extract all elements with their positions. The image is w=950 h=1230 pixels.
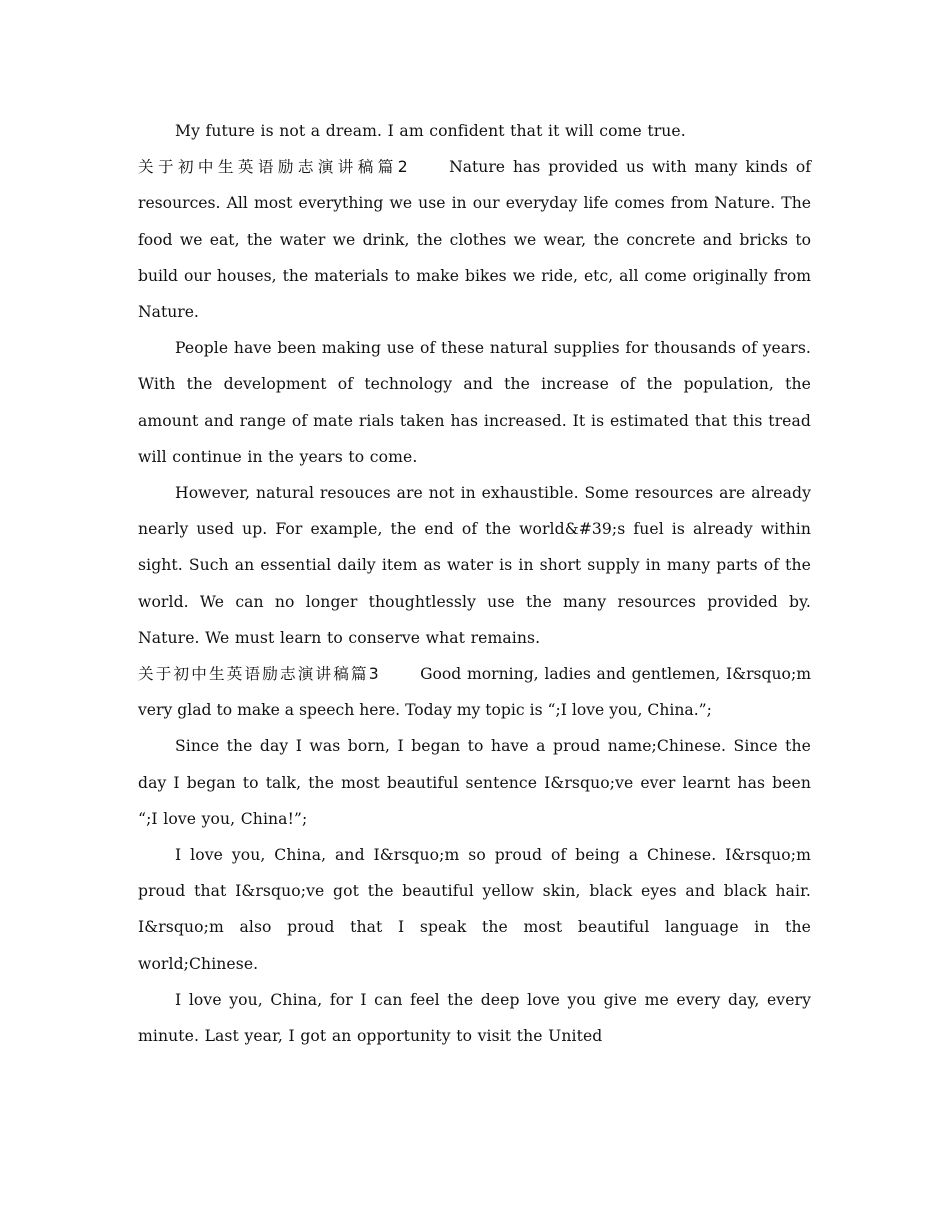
section-2-text: Nature has provided us with many kinds of resources. All most everything we use in our everyday life comes from Nature. The food we eat, the water we drink, the clothes we wear, the concrete and bricks to build our houses, the materials to make bikes we ride, etc, all come originally from Nature. <box>138 158 811 322</box>
section-3 <box>138 656 811 728</box>
document-page <box>138 113 811 1054</box>
section-2-heading: 关于初中生英语励志演讲稿篇2 <box>138 158 410 177</box>
section-3-text: Good morning, ladies and gentlemen, I&rsquo;m very glad to make a speech here. Today my topic is “;I love you, China.”; <box>138 665 811 720</box>
paragraph-resources-exhaustible: However, natural resouces are not in exhaustible. Some resources are already nearly used up. For example, the end of the world&#39;s fuel is already within sight. Such an essential daily item as water is in short supply in many parts of the world. We can no longer thoughtlessly use the many resources provided by. Nature. We must learn to conserve what remains. <box>138 484 811 647</box>
paragraph-proud-name: Since the day I was born, I began to have a proud name;Chinese. Since the day I began to talk, the most beautiful sentence I&rsquo;ve ever learnt has been “;I love you, China!”; <box>138 737 811 828</box>
paragraph-proud-chinese: I love you, China, and I&rsquo;m so proud of being a Chinese. I&rsquo;m proud that I&rsquo;ve got the beautiful yellow skin, black eyes and black hair. I&rsquo;m also proud that I speak the most beautiful language in the world;Chinese. <box>138 846 811 973</box>
paragraph-deep-love: I love you, China, for I can feel the deep love you give me every day, every minute. Last year, I got an opportunity to visit the United <box>138 990 811 1046</box>
paragraph-natural-supplies: People have been making use of these natural supplies for thousands of years. With the development of technology and the increase of the population, the amount and range of mate rials taken has increased. It is estimated that this tread will continue in the years to come. <box>138 339 811 466</box>
paragraph-future: My future is not a dream. I am confident that it will come true. <box>175 122 686 140</box>
section-3-heading: 关于初中生英语励志演讲稿篇3 <box>138 665 381 684</box>
section-2 <box>138 149 811 330</box>
